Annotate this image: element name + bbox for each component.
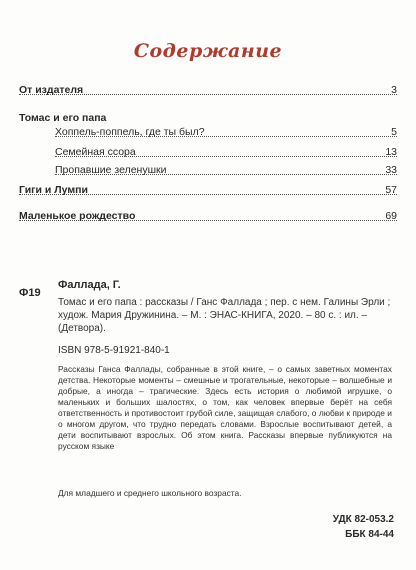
toc-item-label: Маленькое рождество: [19, 210, 136, 222]
udk-code: УДК 82-053.2: [332, 514, 394, 525]
toc-item-page: 69: [385, 210, 397, 222]
toc-item-page: 57: [385, 184, 397, 196]
bbk-code: ББК 84-44: [345, 529, 394, 540]
toc-item-label: Томас и его папа: [19, 112, 107, 124]
bibliographic-description: Томас и его папа : рассказы / Ганс Фаллада ; пер. с нем. Галины Эрли ; худож. Мария Дружинина. – М. : ЭНАС-КНИГА, 2020. – 80 с. : ил. – (Детвора).: [58, 297, 391, 334]
contents-title: Содержание: [133, 40, 283, 62]
annotation: Рассказы Ганса Фаллады, собранные в этой книге, – о самых заветных моментах детства. Некоторые моменты – смешные и трогательные, некоторые – волшебные и добрые, а иногда – трагические. Здесь есть история о любимой игрушке, о маленьких и больших шалостях, о том, как человек впервые берёт на себя ответственность и противостоит грубой силе, защищая слабого, о любви к природе и о многом другом, что трудно передать словами. Взрослые воспитывают детей, а дети воспитывают взрослых. Об этом книга. Рассказы впервые публикуются на русском языке: [58, 364, 392, 451]
toc-item-label: От издателя: [19, 84, 84, 96]
toc-item-page: 3: [391, 84, 397, 96]
library-index: Ф19: [19, 287, 41, 299]
catalog-author: Фаллада, Г.: [58, 279, 121, 291]
toc-item-label: Хоппель-поппель, где ты был?: [55, 126, 205, 138]
toc-item-page: 5: [391, 126, 397, 138]
isbn: ISBN 978-5-91921-840-1: [58, 345, 170, 356]
toc-item-page: 33: [385, 164, 397, 176]
audience-note: Для младшего и среднего школьного возраста.: [58, 488, 242, 498]
toc-item-label: Семейная ссора: [55, 146, 136, 158]
toc-item-page: 13: [385, 146, 397, 158]
toc-item-label: Гиги и Лумпи: [19, 184, 88, 196]
toc-item-label: Пропавшие зеленушки: [55, 164, 167, 176]
